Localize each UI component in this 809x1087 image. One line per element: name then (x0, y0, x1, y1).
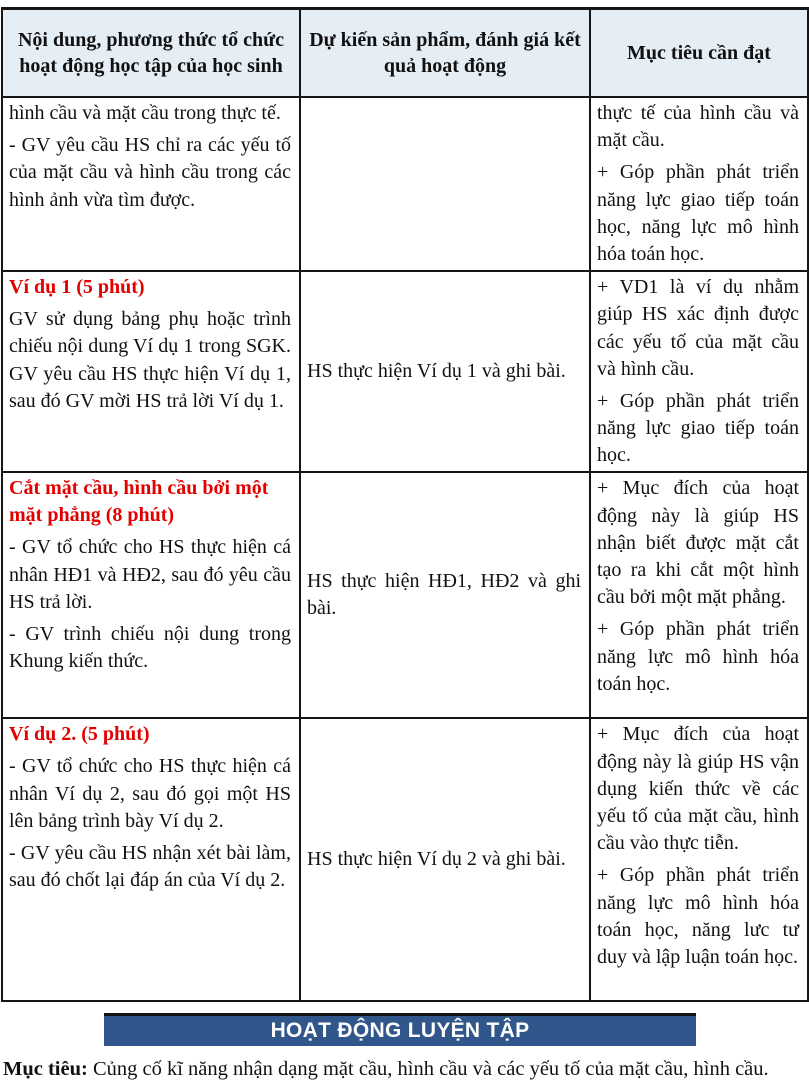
table-header-row (2, 9, 808, 98)
cell-goal (590, 718, 808, 1001)
product-paragraph: HS thực hiện Ví dụ 1 và ghi bài. (307, 360, 566, 383)
objective-text: Củng cố kĩ năng nhận dạng mặt cầu, hình cầu và các yếu tố của mặt cầu, hình cầu. (87, 1058, 769, 1081)
cell-product (300, 97, 590, 271)
goal-paragraph: + Mục đích của hoạt động này là giúp HS nhận biết được mặt cắt tạo ra khi cắt một hình cầu bởi một mặt phẳng. (597, 477, 799, 609)
cell-product (300, 718, 590, 1001)
cell-activity (2, 718, 300, 1001)
document-page (0, 7, 809, 1087)
section-banner (104, 1013, 696, 1046)
column-header-product: Dự kiến sản phẩm, đánh giá kết quả hoạt động (300, 9, 590, 98)
product-paragraph: HS thực hiện HĐ1, HĐ2 và ghi bài. (307, 570, 581, 620)
cell-goal (590, 97, 808, 271)
product-paragraph: HS thực hiện Ví dụ 2 và ghi bài. (307, 848, 566, 871)
section-banner-label: HOẠT ĐỘNG LUYỆN TẬP (270, 1019, 530, 1043)
goal-paragraph: + VD1 là ví dụ nhằm giúp HS xác định được các yếu tố của mặt cầu và hình cầu. (597, 276, 799, 380)
goal-paragraph: thực tế của hình cầu và mặt cầu. (597, 102, 799, 152)
goal-paragraph: + Góp phần phát triển năng lực giao tiếp toán học. (597, 389, 799, 467)
table-row (2, 271, 808, 472)
table-row (2, 718, 808, 1001)
cell-goal (590, 271, 808, 472)
activity-heading: Ví dụ 2. (5 phút) (9, 723, 150, 746)
goal-paragraph: + Mục đích của hoạt động này là giúp HS vận dụng kiến thức về các yếu tố của mặt cầu, hình cầu vào thực tiễn. (597, 723, 799, 855)
activity-paragraph: GV sử dụng bảng phụ hoặc trình chiếu nội dung Ví dụ 1 trong SGK. GV yêu cầu HS thực hiện Ví dụ 1, sau đó GV mời HS trả lời Ví dụ 1. (9, 308, 291, 412)
objective-label: Mục tiêu: (3, 1058, 88, 1081)
table-row (2, 472, 808, 718)
cell-goal (590, 472, 808, 718)
cell-activity (2, 271, 300, 472)
activity-paragraph: - GV yêu cầu HS chỉ ra các yếu tố của mặt cầu và hình cầu trong các hình ảnh vừa tìm được. (9, 134, 291, 211)
activity-paragraph: hình cầu và mặt cầu trong thực tế. (9, 102, 281, 124)
cell-product (300, 472, 590, 718)
lesson-plan-table (1, 7, 809, 1002)
activity-heading: Cắt mặt cầu, hình cầu bởi một mặt phẳng (8 phút) (9, 477, 269, 527)
goal-paragraph: + Góp phần phát triển năng lực mô hình hóa toán học, năng lưc tư duy và lập luận toán học. (597, 864, 799, 968)
goal-paragraph: + Góp phần phát triển năng lực mô hình hóa toán học. (597, 618, 799, 695)
cell-product (300, 271, 590, 472)
activity-paragraph: - GV yêu cầu HS nhận xét bài làm, sau đó chốt lại đáp án của Ví dụ 2. (9, 842, 291, 892)
activity-paragraph: - GV tổ chức cho HS thực hiện cá nhân Ví dụ 2, sau đó gọi một HS lên bảng trình bày Ví dụ 2. (9, 755, 291, 832)
column-header-activity: Nội dung, phương thức tổ chức hoạt động học tập của học sinh (2, 9, 300, 98)
cell-activity (2, 472, 300, 718)
activity-paragraph: - GV trình chiếu nội dung trong Khung kiến thức. (9, 623, 291, 673)
table-row (2, 97, 808, 271)
column-header-goal: Mục tiêu cần đạt (590, 9, 808, 98)
activity-paragraph: - GV tổ chức cho HS thực hiện cá nhân HĐ1 và HĐ2, sau đó yêu cầu HS trả lời. (9, 536, 291, 613)
goal-paragraph: + Góp phần phát triển năng lực giao tiếp toán học, năng lực mô hình hóa toán học. (597, 161, 799, 265)
cell-activity (2, 97, 300, 271)
activity-heading: Ví dụ 1 (5 phút) (9, 276, 145, 299)
